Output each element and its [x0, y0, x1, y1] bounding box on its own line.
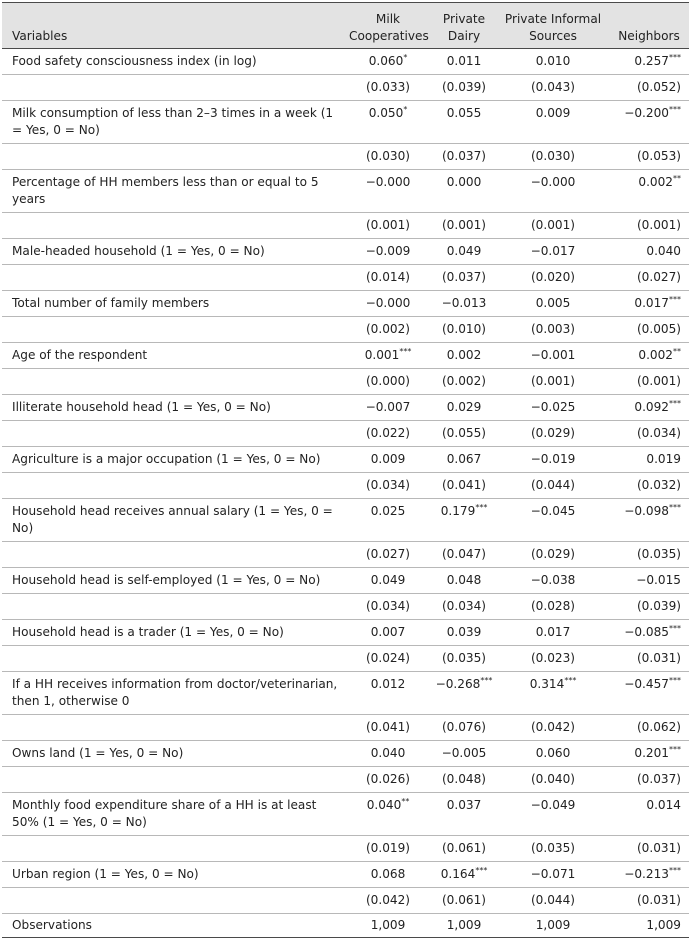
coef-neighbors: 0.257*** — [634, 53, 681, 68]
table-row — [2, 49, 689, 75]
coef-private-dairy: 0.011 — [446, 54, 482, 68]
empty-cell — [2, 888, 345, 914]
coef-milk-cooperatives: 0.040 — [370, 746, 406, 760]
table-row — [2, 75, 689, 101]
coef-private-informal-sources: 0.010 — [535, 54, 571, 68]
coef-private-dairy: 0.000 — [446, 175, 482, 189]
se-milk-cooperatives: (0.001) — [365, 218, 411, 232]
variable-label: Urban region (1 = Yes, 0 = No) — [12, 867, 199, 881]
table-row — [2, 101, 689, 144]
coef-private-dairy: 0.049 — [446, 244, 482, 258]
se-private-informal-sources: (0.035) — [530, 841, 576, 855]
empty-cell — [2, 213, 345, 239]
se-private-dairy: (0.037) — [441, 270, 487, 284]
se-neighbors: (0.035) — [636, 547, 681, 561]
table-row — [2, 793, 689, 836]
empty-cell — [2, 265, 345, 291]
header-private-dairy: Private Dairy — [431, 3, 497, 49]
se-private-informal-sources: (0.043) — [530, 80, 576, 94]
se-private-dairy: (0.061) — [441, 893, 487, 907]
se-private-informal-sources: (0.030) — [530, 149, 576, 163]
se-neighbors: (0.053) — [636, 149, 681, 163]
coef-private-dairy: 0.002 — [446, 348, 482, 362]
coef-private-dairy: −0.005 — [441, 746, 487, 760]
coef-neighbors: 0.002** — [638, 174, 681, 189]
coef-neighbors: −0.457*** — [624, 676, 681, 691]
se-neighbors: (0.037) — [636, 772, 681, 786]
se-private-informal-sources: (0.029) — [530, 426, 576, 440]
coef-neighbors: 0.040 — [646, 244, 681, 258]
coef-private-dairy: 0.164*** — [440, 866, 488, 881]
se-private-dairy: (0.055) — [441, 426, 487, 440]
empty-cell — [2, 542, 345, 568]
se-milk-cooperatives: (0.022) — [365, 426, 411, 440]
variable-label: Household head is self-employed (1 = Yes, 0 = No) — [12, 573, 321, 587]
table-row — [2, 291, 689, 317]
se-milk-cooperatives: (0.041) — [365, 720, 411, 734]
coef-private-dairy: 0.048 — [446, 573, 482, 587]
se-private-informal-sources: (0.023) — [530, 651, 576, 665]
variable-label: Food safety consciousness index (in log) — [12, 54, 257, 68]
header-row — [2, 3, 689, 49]
se-private-dairy: (0.039) — [441, 80, 487, 94]
table-row — [2, 265, 689, 291]
coef-milk-cooperatives: 0.009 — [370, 452, 406, 466]
table-row — [2, 170, 689, 213]
observations-milk-cooperatives: 1,009 — [370, 918, 406, 932]
se-milk-cooperatives: (0.033) — [365, 80, 411, 94]
table-row — [2, 594, 689, 620]
coef-neighbors: 0.014 — [646, 798, 681, 812]
se-private-dairy: (0.037) — [441, 149, 487, 163]
empty-cell — [2, 767, 345, 793]
se-private-dairy: (0.041) — [441, 478, 487, 492]
header-milk-cooperatives: Milk Cooperatives — [345, 3, 431, 49]
se-private-dairy: (0.047) — [441, 547, 487, 561]
se-private-dairy: (0.048) — [441, 772, 487, 786]
table-row — [2, 369, 689, 395]
se-private-informal-sources: (0.042) — [530, 720, 576, 734]
coef-private-dairy: 0.029 — [446, 400, 482, 414]
se-neighbors: (0.032) — [636, 478, 681, 492]
se-milk-cooperatives: (0.030) — [365, 149, 411, 163]
coef-private-dairy: 0.037 — [446, 798, 482, 812]
coef-private-dairy: 0.055 — [446, 106, 482, 120]
empty-cell — [2, 144, 345, 170]
coef-private-informal-sources: 0.314*** — [529, 676, 577, 691]
coef-private-dairy: 0.179*** — [440, 503, 488, 518]
se-milk-cooperatives: (0.002) — [365, 322, 411, 336]
coef-milk-cooperatives: 0.068 — [370, 867, 406, 881]
se-private-informal-sources: (0.044) — [530, 478, 576, 492]
table-row — [2, 672, 689, 715]
variable-label: Illiterate household head (1 = Yes, 0 = No) — [12, 400, 271, 414]
coef-private-informal-sources: 0.009 — [535, 106, 571, 120]
variable-label: Agriculture is a major occupation (1 = Yes, 0 = No) — [12, 452, 321, 466]
se-private-informal-sources: (0.040) — [530, 772, 576, 786]
coef-neighbors: 0.092*** — [634, 399, 681, 414]
table-row — [2, 767, 689, 793]
header-private-informal-sources: Private Informal Sources — [497, 3, 609, 49]
table-row — [2, 888, 689, 914]
se-neighbors: (0.052) — [636, 80, 681, 94]
empty-cell — [2, 317, 345, 343]
variable-label: If a HH receives information from doctor/veterinarian, then 1, otherwise 0 — [12, 677, 338, 708]
table-row — [2, 542, 689, 568]
table-row — [2, 239, 689, 265]
coef-private-informal-sources: −0.049 — [530, 798, 576, 812]
coef-private-dairy: −0.268*** — [435, 676, 493, 691]
variable-label: Owns land (1 = Yes, 0 = No) — [12, 746, 184, 760]
table-row — [2, 213, 689, 239]
se-private-informal-sources: (0.020) — [530, 270, 576, 284]
coef-neighbors: 0.017*** — [634, 295, 681, 310]
empty-cell — [2, 646, 345, 672]
empty-cell — [2, 836, 345, 862]
table-row — [2, 646, 689, 672]
coef-private-informal-sources: −0.071 — [530, 867, 576, 881]
empty-cell — [2, 75, 345, 101]
coef-private-informal-sources: −0.025 — [530, 400, 576, 414]
coef-private-informal-sources: −0.001 — [530, 348, 576, 362]
empty-cell — [2, 715, 345, 741]
variable-label: Male-headed household (1 = Yes, 0 = No) — [12, 244, 265, 258]
table-row — [2, 317, 689, 343]
se-neighbors: (0.005) — [636, 322, 681, 336]
se-milk-cooperatives: (0.024) — [365, 651, 411, 665]
table-row — [2, 715, 689, 741]
se-milk-cooperatives: (0.027) — [365, 547, 411, 561]
se-private-dairy: (0.001) — [441, 218, 487, 232]
coef-private-informal-sources: −0.017 — [530, 244, 576, 258]
se-neighbors: (0.027) — [636, 270, 681, 284]
coef-neighbors: −0.213*** — [624, 866, 681, 881]
coef-private-informal-sources: 0.017 — [535, 625, 571, 639]
table-row — [2, 421, 689, 447]
coef-private-informal-sources: −0.019 — [530, 452, 576, 466]
variable-label: Age of the respondent — [12, 348, 148, 362]
coef-neighbors: −0.098*** — [624, 503, 681, 518]
coef-milk-cooperatives: 0.001*** — [364, 347, 412, 362]
se-private-informal-sources: (0.029) — [530, 547, 576, 561]
se-private-informal-sources: (0.028) — [530, 599, 576, 613]
header-neighbors: Neighbors — [609, 3, 689, 49]
se-milk-cooperatives: (0.000) — [365, 374, 411, 388]
coef-private-informal-sources: −0.038 — [530, 573, 576, 587]
observations-label: Observations — [12, 918, 92, 932]
table-header — [2, 3, 689, 49]
se-milk-cooperatives: (0.034) — [365, 478, 411, 492]
se-milk-cooperatives: (0.019) — [365, 841, 411, 855]
se-private-informal-sources: (0.001) — [530, 374, 576, 388]
se-milk-cooperatives: (0.026) — [365, 772, 411, 786]
observations-row — [2, 914, 689, 938]
observations-neighbors: 1,009 — [646, 918, 681, 932]
se-private-dairy: (0.034) — [441, 599, 487, 613]
table-row — [2, 568, 689, 594]
coef-milk-cooperatives: 0.007 — [370, 625, 406, 639]
table-row — [2, 473, 689, 499]
coef-milk-cooperatives: −0.009 — [365, 244, 411, 258]
observations-private-dairy: 1,009 — [446, 918, 482, 932]
coef-milk-cooperatives: 0.060* — [368, 53, 408, 68]
se-private-informal-sources: (0.001) — [530, 218, 576, 232]
se-neighbors: (0.031) — [636, 893, 681, 907]
coef-milk-cooperatives: 0.025 — [370, 504, 406, 518]
variable-label: Percentage of HH members less than or equal to 5 years — [12, 175, 319, 206]
coef-neighbors: −0.200*** — [624, 105, 681, 120]
coef-private-dairy: 0.039 — [446, 625, 482, 639]
se-neighbors: (0.034) — [636, 426, 681, 440]
coef-neighbors: −0.085*** — [624, 624, 681, 639]
se-private-informal-sources: (0.044) — [530, 893, 576, 907]
regression-table — [2, 2, 689, 938]
se-milk-cooperatives: (0.034) — [365, 599, 411, 613]
se-neighbors: (0.001) — [636, 218, 681, 232]
table-row — [2, 862, 689, 888]
se-private-dairy: (0.010) — [441, 322, 487, 336]
se-private-informal-sources: (0.003) — [530, 322, 576, 336]
se-milk-cooperatives: (0.014) — [365, 270, 411, 284]
coef-milk-cooperatives: −0.000 — [365, 296, 411, 310]
coef-private-informal-sources: 0.005 — [535, 296, 571, 310]
observations-private-informal-sources: 1,009 — [535, 918, 571, 932]
se-neighbors: (0.031) — [636, 651, 681, 665]
coef-neighbors: −0.015 — [636, 573, 681, 587]
table-row — [2, 343, 689, 369]
coef-milk-cooperatives: 0.049 — [370, 573, 406, 587]
se-neighbors: (0.001) — [636, 374, 681, 388]
table-row — [2, 499, 689, 542]
se-private-dairy: (0.002) — [441, 374, 487, 388]
se-milk-cooperatives: (0.042) — [365, 893, 411, 907]
coef-private-dairy: −0.013 — [441, 296, 487, 310]
coef-milk-cooperatives: −0.000 — [365, 175, 411, 189]
coef-neighbors: 0.019 — [646, 452, 681, 466]
se-neighbors: (0.031) — [636, 841, 681, 855]
coef-private-informal-sources: −0.000 — [530, 175, 576, 189]
coef-private-informal-sources: 0.060 — [535, 746, 571, 760]
table-row — [2, 144, 689, 170]
se-neighbors: (0.039) — [636, 599, 681, 613]
empty-cell — [2, 473, 345, 499]
table-row — [2, 447, 689, 473]
se-private-dairy: (0.061) — [441, 841, 487, 855]
variable-label: Household head receives annual salary (1 = Yes, 0 = No) — [12, 504, 333, 535]
table-body — [2, 49, 689, 938]
coef-milk-cooperatives: −0.007 — [365, 400, 411, 414]
coef-neighbors: 0.002** — [638, 347, 681, 362]
se-neighbors: (0.062) — [636, 720, 681, 734]
se-private-dairy: (0.035) — [441, 651, 487, 665]
empty-cell — [2, 369, 345, 395]
se-private-dairy: (0.076) — [441, 720, 487, 734]
coef-milk-cooperatives: 0.012 — [370, 677, 406, 691]
variable-label: Total number of family members — [12, 296, 210, 310]
table-row — [2, 395, 689, 421]
empty-cell — [2, 421, 345, 447]
table-row — [2, 620, 689, 646]
variable-label: Household head is a trader (1 = Yes, 0 = No) — [12, 625, 284, 639]
coef-milk-cooperatives: 0.050* — [368, 105, 408, 120]
coef-private-dairy: 0.067 — [446, 452, 482, 466]
variable-label: Monthly food expenditure share of a HH is at least 50% (1 = Yes, 0 = No) — [12, 798, 317, 829]
empty-cell — [2, 594, 345, 620]
coef-milk-cooperatives: 0.040** — [366, 797, 410, 812]
header-variables: Variables — [2, 3, 345, 49]
coef-private-informal-sources: −0.045 — [530, 504, 576, 518]
variable-label: Milk consumption of less than 2–3 times in a week (1 = Yes, 0 = No) — [12, 106, 334, 137]
coef-neighbors: 0.201*** — [634, 745, 681, 760]
table-row — [2, 741, 689, 767]
table-row — [2, 836, 689, 862]
